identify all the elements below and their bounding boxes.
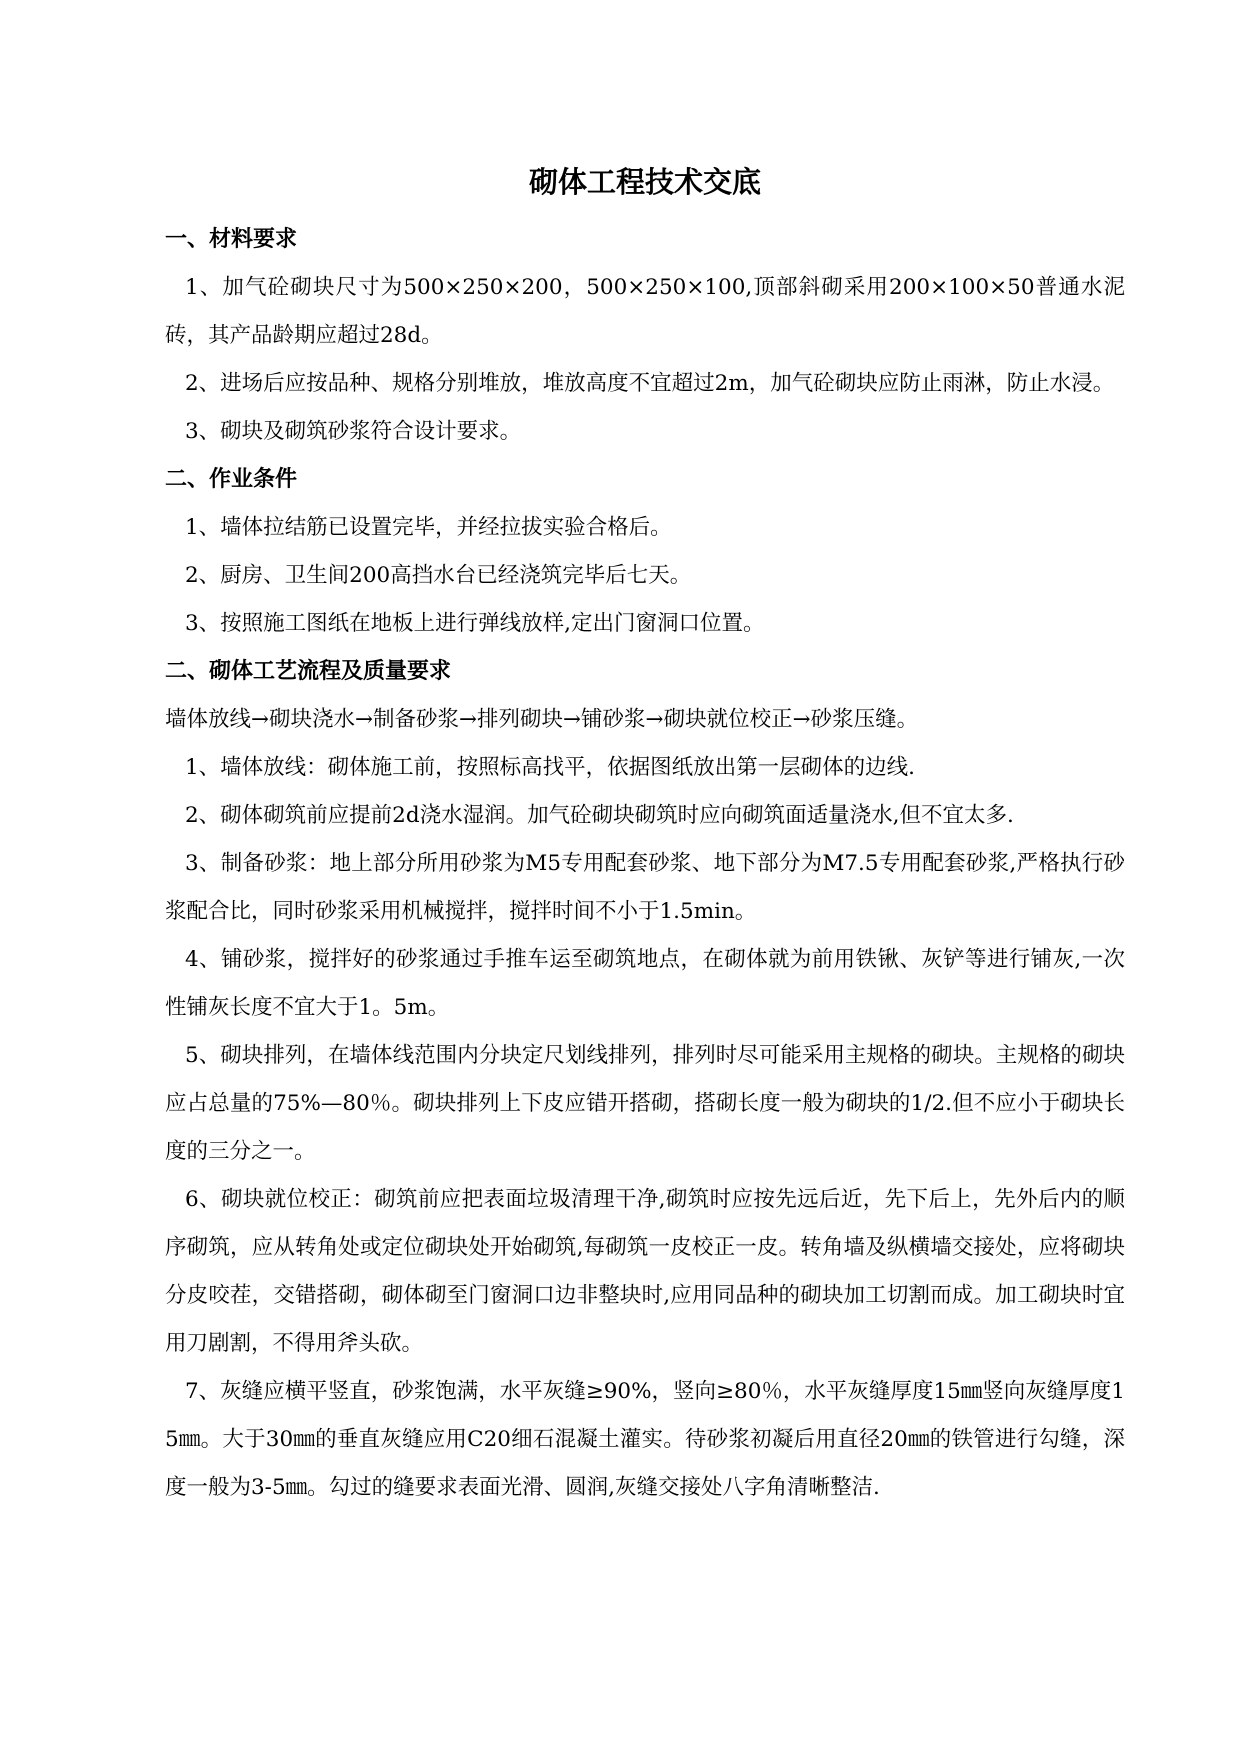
- section-heading: 一、材料要求: [165, 227, 298, 252]
- paragraph: 2、砌体砌筑前应提前2d浇水湿润。加气砼砌块砌筑时应向砌筑面适量浇水,但不宜太多.: [185, 803, 1014, 828]
- paragraph: 3、按照施工图纸在地板上进行弹线放样,定出门窗洞口位置。: [185, 611, 765, 636]
- paragraph: 墙体放线→砌块浇水→制备砂浆→排列砌块→铺砂浆→砌块就位校正→砂浆压缝。: [165, 707, 919, 732]
- paragraph: 1、墙体放线：砌体施工前，按照标高找平，依据图纸放出第一层砌体的边线.: [185, 755, 916, 780]
- section-heading: 二、砌体工艺流程及质量要求: [165, 659, 452, 684]
- paragraph: 2、进场后应按品种、规格分别堆放，堆放高度不宜超过2m，加气砼砌块应防止雨淋，防止水浸。: [185, 371, 1115, 396]
- paragraph: 1、墙体拉结筋已设置完毕，并经拉拔实验合格后。: [185, 515, 672, 540]
- paragraph: 3、制备砂浆：地上部分所用砂浆为M5专用配套砂浆、地下部分为M7.5专用配套砂浆,严格执行砂浆配合比，同时砂浆采用机械搅拌，搅拌时间不小于1.5min。: [165, 851, 1125, 924]
- section-process: [165, 648, 1125, 1512]
- paragraph: 4、铺砂浆，搅拌好的砂浆通过手推车运至砌筑地点，在砌体就为前用铁锹、灰铲等进行铺灰,一次性铺灰长度不宜大于1。5m。: [165, 947, 1125, 1020]
- paragraph: 6、砌块就位校正：砌筑前应把表面垃圾清理干净,砌筑时应按先远后近，先下后上，先外后内的顺序砌筑，应从转角处或定位砌块处开始砌筑,每砌筑一皮校正一皮。转角墙及纵横墙交接处，应将砌块分皮咬茬，交错搭砌，砌体砌至门窗洞口边非整块时,应用同品种的砌块加工切割而成。加工砌块时宜用刀剧割，不得用斧头砍。: [165, 1187, 1125, 1356]
- section-heading: 二、作业条件: [165, 467, 298, 492]
- section-conditions: [165, 456, 1125, 648]
- document-content: [165, 160, 1125, 1512]
- section-materials: [165, 216, 1125, 456]
- paragraph: 7、灰缝应横平竖直，砂浆饱满，水平灰缝≥90%，竖向≥80％，水平灰缝厚度15㎜竖向灰缝厚度15㎜。大于30㎜的垂直灰缝应用C20细石混凝土灌实。待砂浆初凝后用直径20㎜的铁管进行勾缝，深度一般为3-5㎜。勾过的缝要求表面光滑、圆润,灰缝交接处八字角清晰整洁.: [165, 1379, 1125, 1500]
- paragraph: 5、砌块排列，在墙体线范围内分块定尺划线排列，排列时尽可能采用主规格的砌块。主规格的砌块应占总量的75%—80％。砌块排列上下皮应错开搭砌，搭砌长度一般为砌块的1/2.但不应小于砌块长度的三分之一。: [165, 1043, 1125, 1164]
- paragraph: 3、砌块及砌筑砂浆符合设计要求。: [185, 419, 522, 444]
- paragraph: 1、加气砼砌块尺寸为500×250×200，500×250×100,顶部斜砌采用200×100×50普通水泥砖，其产品龄期应超过28d。: [165, 275, 1125, 348]
- paragraph: 2、厨房、卫生间200高挡水台已经浇筑完毕后七天。: [185, 563, 692, 588]
- document-title: 砌体工程技术交底: [528, 165, 761, 199]
